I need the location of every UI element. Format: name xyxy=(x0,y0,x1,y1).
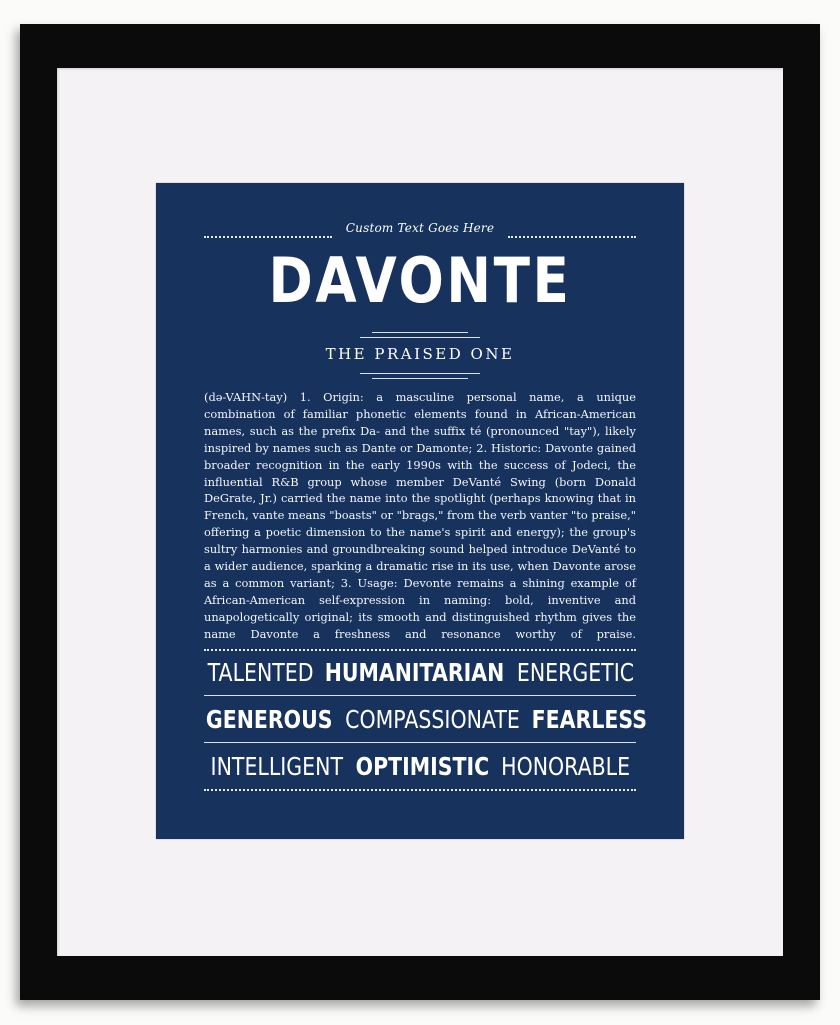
name-meaning: THE PRAISED ONE xyxy=(325,345,515,363)
trait-word: HUMANITARIAN xyxy=(324,658,505,687)
trait-word: TALENTED xyxy=(207,658,314,687)
meaning-top-rule-2 xyxy=(360,337,480,338)
name-definition: (də-VAHN-tay) 1. Origin: a masculine personal name, a unique combination of familiar phonetic elements found in African-American names, such as the prefix Da- and the suffix té (pronounced "tay"), likely inspired by names such as Dante or Damonte; 2. Historic: Davonte gained broader recognition in the early 1990s with the success of Jodeci, the influential R&B group whose member DeVanté Swing (born Donald DeGrate, Jr.) carried the name into the spotlight (perhaps knowing that in French, vante means "boasts" or "brags," from the verb vanter "to praise," offering a poetic dimension to the name's spirit and energy); the group's sultry harmonies and groundbreaking sound helped introduce DeVanté to a wider audience, sparking a dramatic rise in its use, when Davonte arose as a common variant; 3. Usage: Devonte remains a shining example of African-American self-expression in naming: bold, inventive and unapologetically original; its smooth and distinguished rhythm gives the name Davonte a freshness and resonance worthy of praise. xyxy=(204,390,636,641)
traits-divider-1 xyxy=(204,695,636,696)
trait-word: GENEROUS xyxy=(205,705,333,734)
header-right-dotted-rule xyxy=(508,236,636,238)
trait-word: INTELLIGENT xyxy=(210,752,343,781)
traits-row-3 xyxy=(204,751,636,783)
trait-word: OPTIMISTIC xyxy=(355,752,489,781)
custom-text-line: Custom Text Goes Here xyxy=(345,221,495,235)
trait-word: HONORABLE xyxy=(500,752,630,781)
meaning-bottom-rule-1 xyxy=(360,373,480,374)
picture-frame xyxy=(20,24,820,1000)
traits-row-2 xyxy=(204,704,648,736)
poster-name-title: DAVONTE xyxy=(268,244,572,317)
meaning-bottom-rule-2 xyxy=(372,378,468,379)
traits-bottom-dotted-rule xyxy=(204,789,636,791)
name-poster xyxy=(156,183,684,839)
traits-divider-2 xyxy=(204,742,636,743)
header-left-dotted-rule xyxy=(204,236,332,238)
trait-word: COMPASSIONATE xyxy=(345,705,521,734)
frame-mat xyxy=(57,68,783,956)
traits-top-dotted-rule xyxy=(204,649,636,651)
trait-word: FEARLESS xyxy=(532,705,648,734)
trait-word: ENERGETIC xyxy=(517,658,635,687)
traits-row-1 xyxy=(204,657,636,689)
meaning-top-rule-1 xyxy=(372,332,468,333)
